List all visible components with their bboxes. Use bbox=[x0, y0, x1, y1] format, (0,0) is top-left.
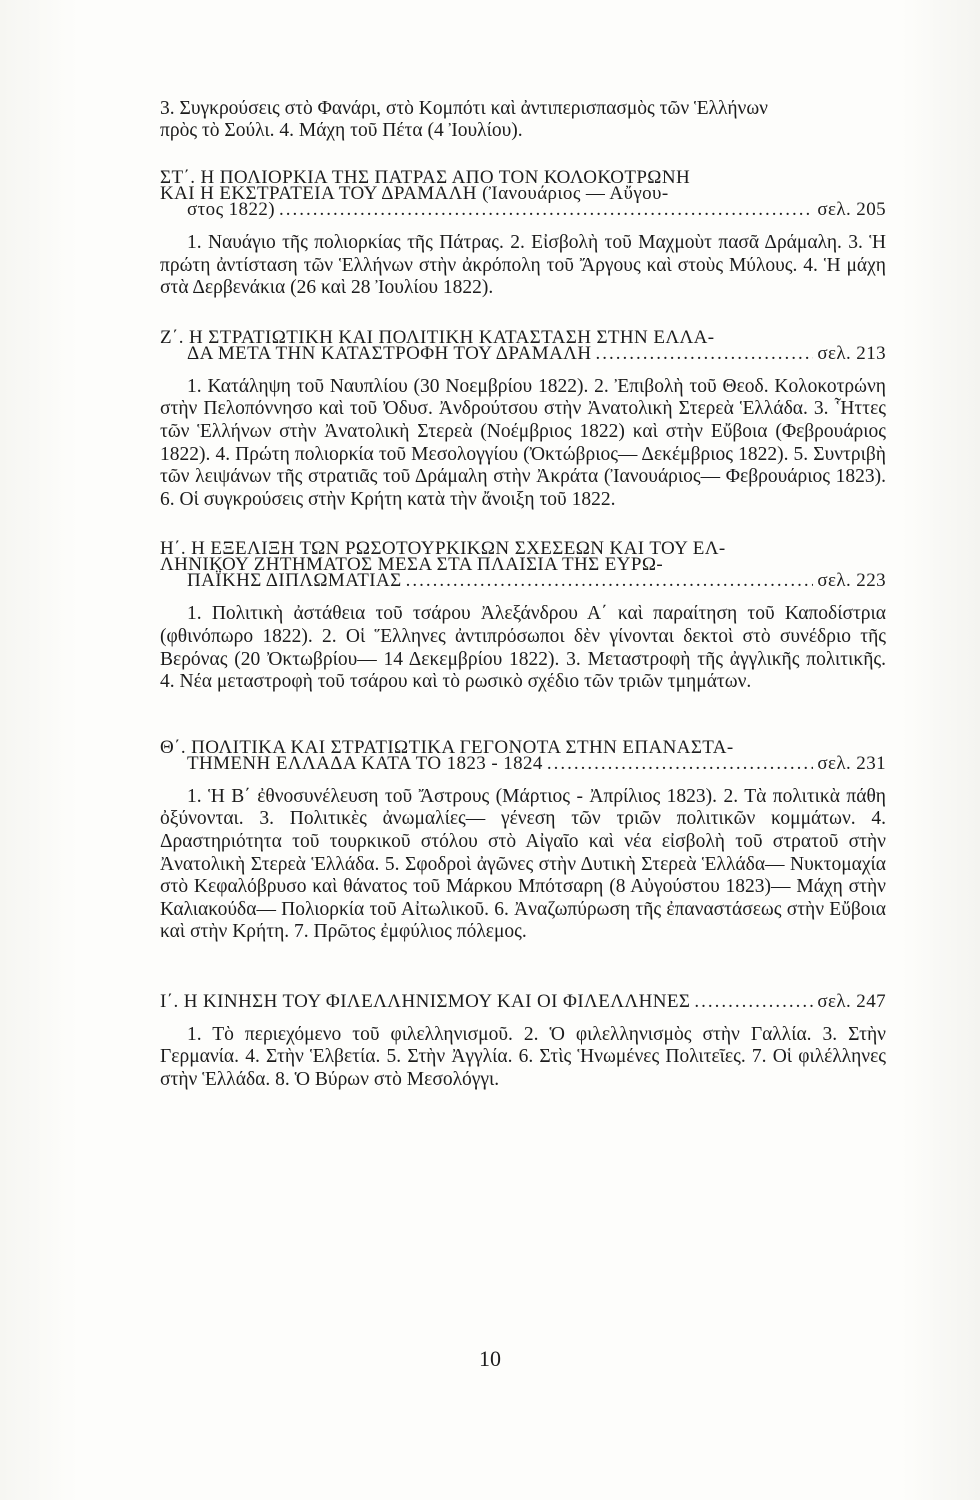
section-summary: 1. Κατάληψη τοῦ Ναυπλίου (30 Νοεμβρίου 1822). 2. Ἐπιβολὴ τοῦ Θεοδ. Κολοκοτρώνη στὴν Πελοπόννησο καὶ τοῦ Ὀδυσ. Ἀνδρούτσου στὴν Ἀνατολικὴ Στερεὰ Ἑλλάδα. 3. Ἧττες τῶν Ἑλλήνων στὴν Ἀνατολικὴ Στερεὰ (Νοέμβριος 1822) καὶ στὴν Εὔβοια (Φεβρουάριος 1822). 4. Πρώτη πολιορκία τοῦ Μεσολογγίου (Ὀκτώβριος— Δεκέμβριος 1822). 5. Συντριβὴ τῶν λειψάνων τῆς στρατιᾶς τοῦ Δράμαλη στὴν Ἀκράτα (Ἰανουάριος— Φεβρουάριος 1823). 6. Οἱ συγκρούσεις στὴν Κρήτη κατὰ τὴν ἄνοιξη τοῦ 1822. bbox=[160, 375, 886, 510]
toc-section bbox=[160, 326, 886, 512]
page-reference: σελ. 205 bbox=[817, 199, 886, 220]
section-heading bbox=[160, 167, 886, 220]
page-reference: σελ. 223 bbox=[817, 570, 886, 592]
section-heading bbox=[160, 990, 886, 1012]
intro-line: πρὸς τὸ Σούλι. 4. Μάχη τοῦ Πέτα (4 Ἰουλίου). bbox=[160, 120, 523, 141]
section-summary: 1. Ναυάγιο τῆς πολιορκίας τῆς Πάτρας. 2. Εἰσβολὴ τοῦ Μαχμοὺτ πασᾶ Δράμαλη. 3. Ἡ πρώτη ἀντίσταση τῶν Ἑλλήνων στὴν ἀκρόπολη τοῦ Ἄργους καὶ στοὺς Μύλους. 4. Ἡ μάχη στὰ Δερβενάκια (26 καὶ 28 Ἰουλίου 1822). bbox=[160, 232, 886, 299]
table-of-contents bbox=[160, 98, 886, 1092]
toc-section bbox=[160, 167, 886, 300]
dot-leader bbox=[279, 202, 813, 218]
page-reference: σελ. 231 bbox=[817, 752, 886, 774]
intro-text bbox=[160, 98, 886, 142]
dot-leader bbox=[595, 346, 813, 362]
section-summary: 1. Τὸ περιεχόμενο τοῦ φιλελληνισμοῦ. 2. Ὁ φιλελληνισμὸς στὴν Γαλλία. 3. Στὴν Γερμανία. 4. Στὴν Ἑλβετία. 5. Στὴν Ἀγγλία. 6. Στὶς Ἡνωμένες Πολιτεῖες. 7. Οἱ φιλέλληνες στὴν Ἑλλάδα. 8. Ὁ Βύρων στὸ Μεσολόγγι. bbox=[160, 1023, 886, 1091]
heading-line: ΚΑΙ Η ΕΚΣΤΡΑΤΕΙΑ ΤΟΥ ΔΡΑΜΑΛΗ (Ἰανουάριος — Αὔγου- bbox=[160, 183, 669, 204]
heading-line: Θ΄. ΠΟΛΙΤΙΚΑ ΚΑΙ ΣΤΡΑΤΙΩΤΙΚΑ ΓΕΓΟΝΟΤΑ ΣΤΗΝ ΕΠΑΝΑΣΤΑ- bbox=[160, 736, 734, 758]
toc-section bbox=[160, 736, 886, 944]
heading-line: ΣΤ΄. Η ΠΟΛΙΟΡΚΙΑ ΤΗΣ ΠΑΤΡΑΣ ΑΠΟ ΤΟΝ ΚΟΛΟΚΟΤΡΩΝΗ bbox=[160, 167, 691, 188]
toc-entry-row[interactable] bbox=[160, 752, 886, 774]
heading-line: ΔΑ ΜΕΤΑ ΤΗΝ ΚΑΤΑΣΤΡΟΦΗ ΤΟΥ ΔΡΑΜΑΛΗ bbox=[187, 342, 592, 364]
toc-entry-row[interactable] bbox=[160, 199, 886, 220]
toc-section bbox=[160, 538, 886, 693]
dot-leader bbox=[406, 573, 814, 589]
intro-line: 3. Συγκρούσεις στὸ Φανάρι, στὸ Κομπότι καὶ ἀντιπερισπασμὸς τῶν Ἑλλήνων bbox=[160, 98, 769, 119]
dot-leader bbox=[694, 994, 813, 1010]
dot-leader bbox=[547, 756, 814, 772]
toc-section bbox=[160, 990, 886, 1092]
toc-entry-row[interactable] bbox=[160, 570, 886, 592]
section-summary: 1. Ἡ Β΄ ἐθνοσυνέλευση τοῦ Ἄστρους (Μάρτιος - Ἀπρίλιος 1823). 2. Τὰ πολιτικὰ πάθη ὀξύνονται. 3. Πολιτικὲς ἀνωμαλίες— γένεση τῶν τριῶν πολιτικῶν κομμάτων. 4. Δραστηριότητα τοῦ τουρκικοῦ στόλου στὸ Αἰγαῖο καὶ νέα εἰσβολὴ τοῦ στρατοῦ στὴν Ἀνατολικὴ Στερεὰ Ἑλλάδα. 5. Σφοδροὶ ἀγῶνες στὴν Δυτικὴ Στερεὰ Ἑλλάδα— Νυκτομαχία στὸ Κεφαλόβρυσο καὶ θάνατος τοῦ Μάρκου Μπότσαρη (8 Αὐγούστου 1823)— Μάχη στὴν Καλιακούδα— Πολιορκία τοῦ Αἰτωλικοῦ. 6. Ἀναζωπύρωση τῆς ἐπαναστάσεως στὴν Εὔβοια καὶ στὴν Κρήτη. 7. Πρῶτος ἐμφύλιος πόλεμος. bbox=[160, 785, 886, 943]
toc-entry-row[interactable] bbox=[160, 990, 886, 1012]
heading-line: ΠΑΪΚΗΣ ΔΙΠΛΩΜΑΤΙΑΣ bbox=[187, 570, 402, 592]
page-number: 10 bbox=[479, 1346, 501, 1371]
heading-line: Ι΄. Η ΚΙΝΗΣΗ ΤΟΥ ΦΙΛΕΛΛΗΝΙΣΜΟΥ ΚΑΙ ΟΙ ΦΙΛΕΛΛΗΝΕΣ bbox=[160, 990, 691, 1012]
toc-entry-row[interactable] bbox=[160, 342, 886, 364]
heading-line: Η΄. Η ΕΞΕΛΙΞΗ ΤΩΝ ΡΩΣΟΤΟΥΡΚΙΚΩΝ ΣΧΕΣΕΩΝ ΚΑΙ ΤΟΥ ΕΛ- bbox=[160, 538, 726, 560]
heading-line: ΛΗΝΙΚΟΥ ΖΗΤΗΜΑΤΟΣ ΜΕΣΑ ΣΤΑ ΠΛΑΙΣΙΑ ΤΗΣ ΕΥΡΩ- bbox=[160, 554, 664, 576]
section-summary: 1. Πολιτικὴ ἀστάθεια τοῦ τσάρου Ἀλεξάνδρου Α΄ καὶ παραίτηση τοῦ Καποδίστρια (φθινόπωρο 1822). 2. Οἱ Ἕλληνες ἀντιπρόσωποι δὲν γίνονται δεκτοὶ στὸ συνέδριο τῆς Βερόνας (20 Ὀκτωβρίου— 14 Δεκεμβρίου 1822). 3. Μεταστροφὴ τῆς ἀγγλικῆς πολιτικῆς. 4. Νέα μεταστροφὴ τοῦ τσάρου καὶ τὸ ρωσικὸ σχέδιο τῶν τριῶν τμημάτων. bbox=[160, 603, 886, 693]
page-reference: σελ. 247 bbox=[817, 990, 886, 1012]
page-reference: σελ. 213 bbox=[817, 342, 886, 364]
heading-line: Ζ΄. Η ΣΤΡΑΤΙΩΤΙΚΗ ΚΑΙ ΠΟΛΙΤΙΚΗ ΚΑΤΑΣΤΑΣΗ ΣΤΗΝ ΕΛΛΑ- bbox=[160, 326, 715, 348]
heading-line: ΤΗΜΕΝΗ ΕΛΛΑΔΑ ΚΑΤΑ ΤΟ 1823 - 1824 bbox=[187, 752, 543, 774]
section-heading bbox=[160, 538, 886, 592]
heading-line: στος 1822) bbox=[187, 199, 275, 220]
section-heading bbox=[160, 326, 886, 364]
section-heading bbox=[160, 736, 886, 774]
